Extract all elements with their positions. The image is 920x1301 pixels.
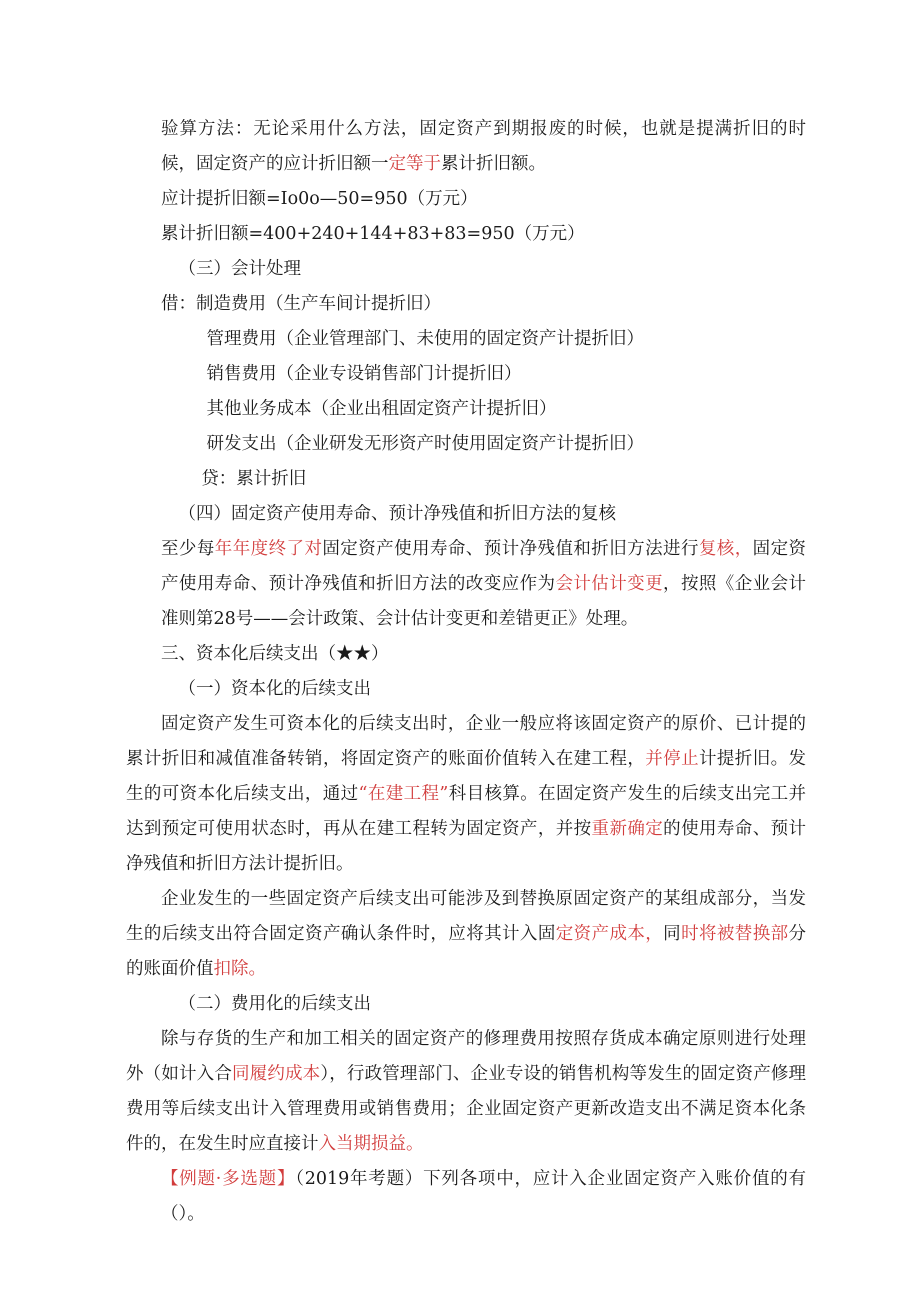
subsection-heading-expensed: （二）费用化的后续支出 bbox=[178, 994, 371, 1014]
highlight-text: 并停止 bbox=[645, 749, 699, 769]
text-run: ，按照《企业会计准则第28号——会计政策、会计估计变更和差错更正》处理。 bbox=[161, 574, 807, 629]
text-run: ），行政管理部门、企业专设的销售机构等发生的固定资产修理费用等后续支出计入管理费用或销售费用；企业固定资产更新改造支出不满足资本化条件的，在发生时应直接计 bbox=[126, 1064, 807, 1154]
journal-debit-line: 借：制造费用（生产车间计提折旧） bbox=[161, 294, 441, 314]
text-run: 计提折旧。发生的可资本化后续支出，通过 bbox=[126, 749, 807, 804]
question-text: （2019年考题）下列各项中，应计入企业固定资产入账价值的有（）。 bbox=[161, 1169, 806, 1224]
section-heading-review: （四）固定资产使用寿命、预计净残值和折旧方法的复核 bbox=[178, 504, 616, 524]
highlight-text: 会计估计变更 bbox=[555, 574, 664, 594]
section-heading-accounting-treatment: （三）会计处理 bbox=[178, 259, 301, 279]
formula-accumulated-depreciation: 累计折旧额=400+240+144+83+83=950（万元） bbox=[161, 224, 585, 244]
example-tag: 【例题·多选题】 bbox=[161, 1169, 296, 1189]
highlight-text: 入当期损益。 bbox=[318, 1134, 424, 1154]
text-run: 固定资产使用寿命、预计净残值和折旧方法的改变应作为 bbox=[161, 539, 807, 594]
section-heading-capitalized: 三、资本化后续支出（★★） bbox=[161, 644, 389, 664]
subsection-heading-capitalized: （一）资本化的后续支出 bbox=[178, 679, 371, 699]
text-run: 固定资产发生可资本化的后续支出时，企业一般应将该固定资产的原价、已计提的累计折旧和减值准备转销，将固定资产的账面价值转入在建工程， bbox=[126, 714, 806, 769]
verification-paragraph bbox=[126, 112, 806, 182]
highlight-text: 年年度终了对 bbox=[214, 539, 323, 559]
replacement-paragraph bbox=[126, 882, 806, 987]
text-run: 科目核算。在固定资产发生的后续支出完工并达到预定可使用状态时，再从在建工程转为固定资产，并按 bbox=[126, 784, 807, 839]
highlight-text: 同履约成本 bbox=[232, 1064, 321, 1084]
journal-line: 其他业务成本（企业出租固定资产计提折旧） bbox=[206, 399, 557, 419]
journal-credit-line: 贷：累计折旧 bbox=[201, 469, 307, 489]
text-run: 除与存货的生产和加工相关的固定资产的修理费用按照存货成本确定原则进行处理外（如计入合 bbox=[126, 1029, 806, 1084]
text-run: 验算方法：无论采用什么方法，固定资产到期报废的时候，也就是提满折旧的时候，固定资产的应计折旧额一 bbox=[161, 119, 806, 174]
highlight-text: 定等于 bbox=[388, 154, 441, 174]
highlight-text: “在建工程” bbox=[358, 784, 449, 804]
document-body bbox=[126, 112, 806, 1232]
expensed-paragraph bbox=[126, 1022, 806, 1162]
text-run: 固定资产使用寿命、预计净残值和折旧方法进行 bbox=[322, 539, 699, 559]
highlight-text: 扣除。 bbox=[213, 959, 266, 979]
journal-line: 管理费用（企业管理部门、未使用的固定资产计提折旧） bbox=[206, 329, 644, 349]
journal-line: 销售费用（企业专设销售部门计提折旧） bbox=[206, 364, 522, 384]
text-run: 累计折旧额。 bbox=[441, 154, 546, 174]
formula-depreciable-amount: 应计提折旧额=Io0o—50=950（万元） bbox=[161, 189, 478, 209]
text-run: 企业发生的一些固定资产后续支出可能涉及到替换原固定资产的某组成部分，当发生的后续支出符合固定资产确认条件时，应将其计入固 bbox=[126, 889, 806, 944]
capitalized-paragraph bbox=[126, 707, 806, 882]
text-run: 的使用寿命、预计净残值和折旧方法计提折旧。 bbox=[126, 819, 807, 874]
text-run: 分的账面价值 bbox=[126, 924, 807, 979]
highlight-text: 时将被替换部 bbox=[681, 924, 789, 944]
highlight-text: 重新确定 bbox=[591, 819, 664, 839]
review-paragraph bbox=[126, 532, 806, 637]
text-run: 同 bbox=[663, 924, 682, 944]
highlight-text: 复核， bbox=[698, 539, 753, 559]
highlight-text: 定资产成本， bbox=[555, 924, 664, 944]
example-question bbox=[126, 1162, 806, 1232]
text-run: 至少每 bbox=[161, 539, 215, 559]
journal-line: 研发支出（企业研发无形资产时使用固定资产计提折旧） bbox=[206, 434, 644, 454]
